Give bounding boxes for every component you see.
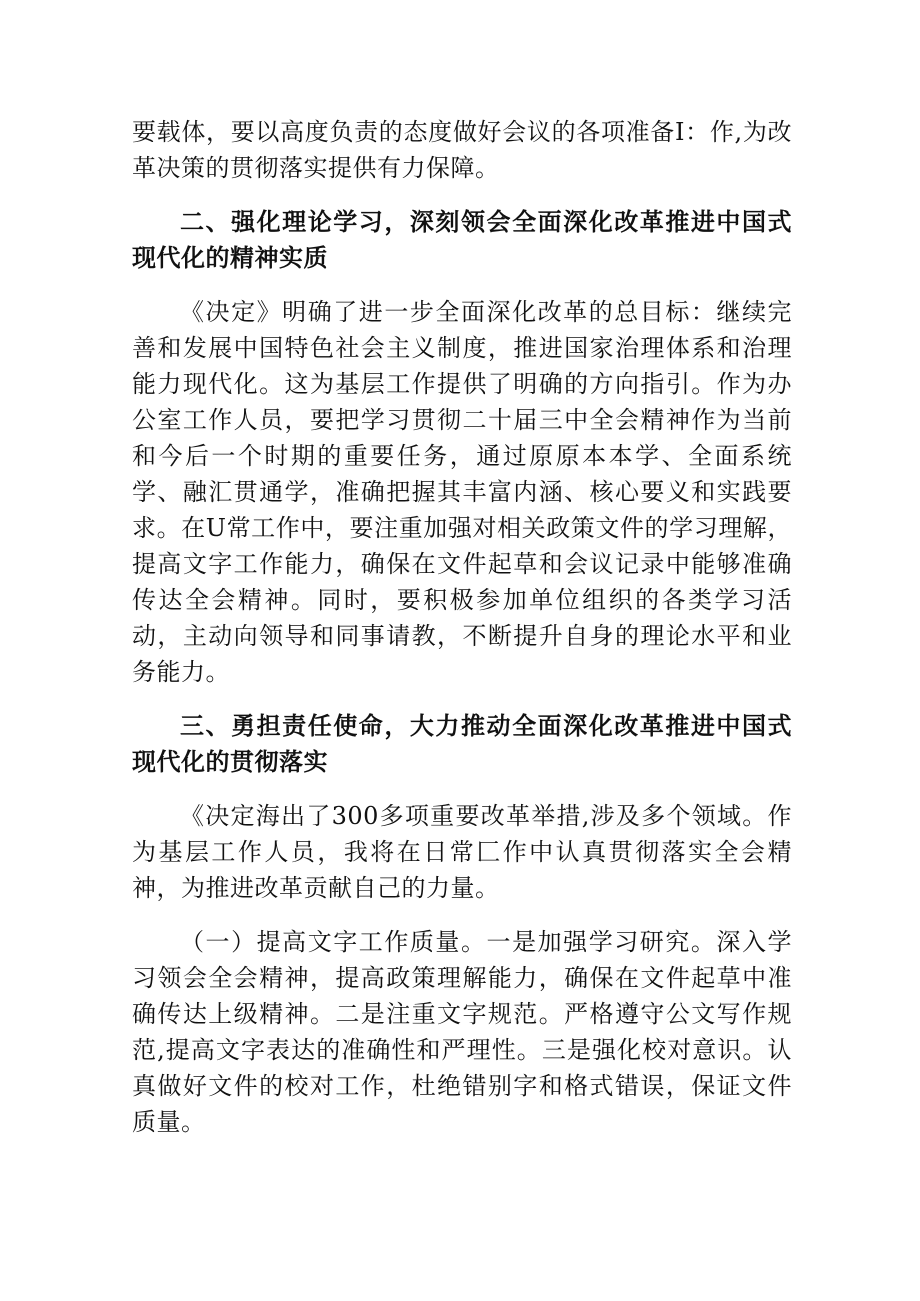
section-3-heading: 三、勇担责任使命，大力推动全面深化改革推进中国式现代化的贯彻落实 [132, 712, 792, 776]
subsection-1-paragraph: （一）提高文字工作质量。一是加强学习研究。深入学习领会全会精神，提高政策理解能力，确保在文件起草中准确传达上级精神。二是注重文字规范。严格遵守公文写作规范,提高文字表达的准确性和严理性。三是强化校对意识。认真做好文件的校对工作，杜绝错别字和格式错误，保证文件质量。 [132, 928, 792, 1136]
section-2-paragraph: 《决定》明确了进一步全面深化改革的总目标：继续完善和发展中国特色社会主义制度，推进国家治理体系和治理能力现代化。这为基层工作提供了明确的方向指引。作为办公室工作人员，要把学习贯彻二十届三中全会精神作为当前和今后一个时期的重要任务，通过原原本本学、全面系统学、融汇贯通学，准确把握其丰富内涵、核心要义和实践要求。在U常工作中，要注重加强对相关政策文件的学习理解，提高文字工作能力，确保在文件起草和会议记录中能够准确传达全会精神。同时，要积极参加单位组织的各类学习活动，主动向领导和同事请教，不断提升自身的理论水平和业务能力。 [132, 298, 792, 686]
section-3-paragraph: 《决定海出了300多项重要改革举措,涉及多个领域。作为基层工作人员，我将在日常匚作中认真贯彻落实全会精神，为推进改革贡献自己的力量。 [132, 802, 792, 902]
document-body [132, 114, 792, 1140]
section-2-heading: 二、强化理论学习，深刻领会全面深化改革推进中国式现代化的精神实质 [132, 208, 792, 272]
carryover-paragraph: 要载体，要以高度负责的态度做好会议的各项准备I：作,为改革决策的贯彻落实提供有力保障。 [132, 118, 792, 182]
